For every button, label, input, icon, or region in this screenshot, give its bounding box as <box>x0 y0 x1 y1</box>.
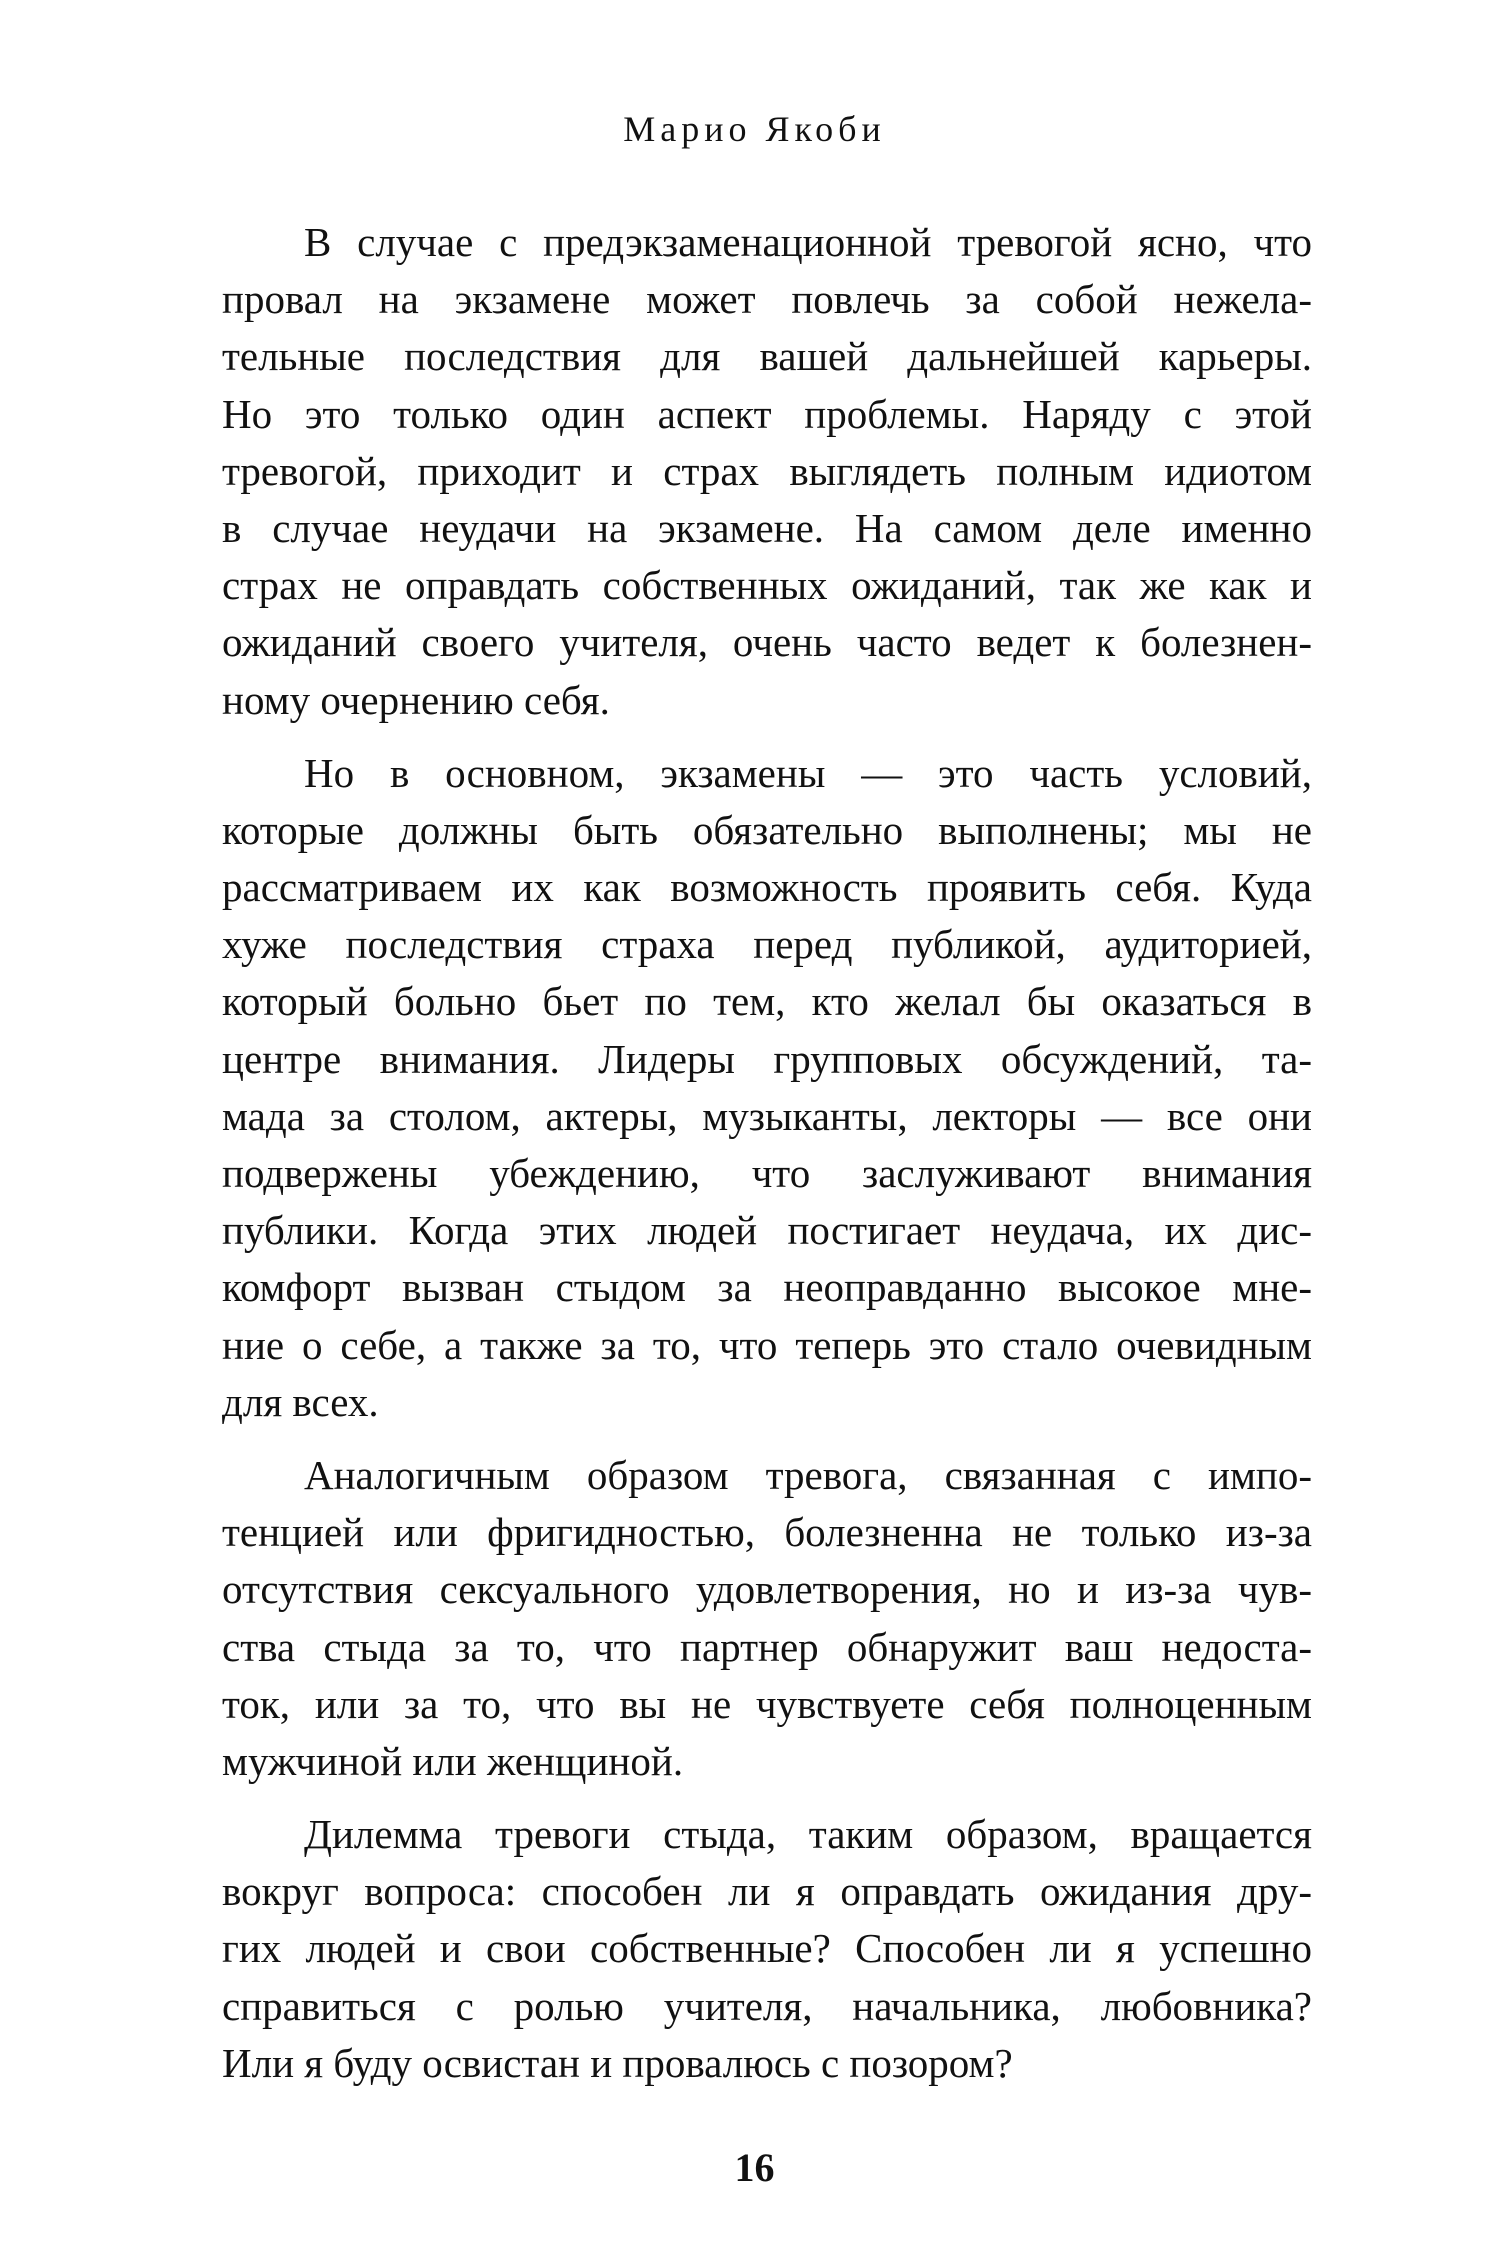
text-line: публики. Когда этих людей постигает неудача, их дис- <box>222 1207 1312 1254</box>
text-line: отсутствия сексуального удовлетворения, но и из-за чув- <box>222 1566 1312 1613</box>
text-line: подвержены убеждению, что заслуживают внимания <box>222 1150 1312 1196</box>
running-header-author: Марио Якоби <box>623 109 886 149</box>
paragraph-gap <box>222 1431 1312 1447</box>
text-line: Аналогичным образом тревога, связанная с импо- <box>304 1451 1312 1498</box>
text-line: Но в основном, экзамены — это часть условий, <box>304 749 1312 796</box>
text-line: справиться с ролью учителя, начальника, любовника? <box>222 1982 1312 2029</box>
text-line: гих людей и свои собственные? Способен ли я успешно <box>222 1925 1312 1972</box>
text-line: ток, или за то, что вы не чувствуете себя полноценным <box>222 1680 1312 1727</box>
page-number: 16 <box>734 2145 775 2190</box>
paragraph-2 <box>222 745 1312 1431</box>
paragraph-4 <box>222 1806 1312 2092</box>
text-line: вокруг вопроса: способен ли я оправдать ожидания дру- <box>222 1868 1312 1915</box>
text-line: ние о себе, а также за то, что теперь это стало очевидным <box>222 1321 1312 1368</box>
text-line: ному очернению себя. <box>222 676 610 723</box>
text-line: В случае с предэкзаменационной тревогой ясно, что <box>304 219 1312 265</box>
text-line: в случае неудачи на экзамене. На самом деле именно <box>222 504 1312 551</box>
text-line: мада за столом, актеры, музыканты, лекторы — все они <box>222 1092 1312 1139</box>
paragraph-gap <box>222 1790 1312 1806</box>
text-line: Дилемма тревоги стыда, таким образом, вращается <box>304 1811 1312 1858</box>
paragraph-1 <box>222 214 1312 729</box>
text-line: которые должны быть обязательно выполнены; мы не <box>222 806 1312 853</box>
text-line: центре внимания. Лидеры групповых обсуждений, та- <box>222 1035 1312 1082</box>
text-line: провал на экзамене может повлечь за собой нежела- <box>222 276 1312 323</box>
text-line: комфорт вызван стыдом за неоправданно высокое мне- <box>222 1264 1312 1311</box>
text-line: Или я буду освистан и провалюсь с позором? <box>222 2039 1013 2086</box>
text-line: который больно бьет по тем, кто желал бы оказаться в <box>222 978 1312 1025</box>
paragraph-gap <box>222 729 1312 745</box>
text-line: тенцией или фригидностью, болезненна не только из-за <box>222 1509 1312 1556</box>
text-line: тревогой, приходит и страх выглядеть полным идиотом <box>222 447 1312 494</box>
body-text <box>222 214 1312 2092</box>
text-line: рассматриваем их как возможность проявить себя. Куда <box>222 864 1312 911</box>
text-line: для всех. <box>222 1378 379 1425</box>
text-line: хуже последствия страха перед публикой, аудиторией, <box>222 921 1312 968</box>
text-line: мужчиной или женщиной. <box>222 1737 684 1784</box>
text-line: страх не оправдать собственных ожиданий, так же как и <box>222 562 1312 609</box>
text-line: Но это только один аспект проблемы. Наряду с этой <box>222 390 1312 437</box>
text-line: тельные последствия для вашей дальнейшей карьеры. <box>222 333 1312 380</box>
paragraph-3 <box>222 1447 1312 1790</box>
text-line: ства стыда за то, что партнер обнаружит ваш недоста- <box>222 1623 1312 1670</box>
text-line: ожиданий своего учителя, очень часто ведет к болезнен- <box>222 619 1312 666</box>
